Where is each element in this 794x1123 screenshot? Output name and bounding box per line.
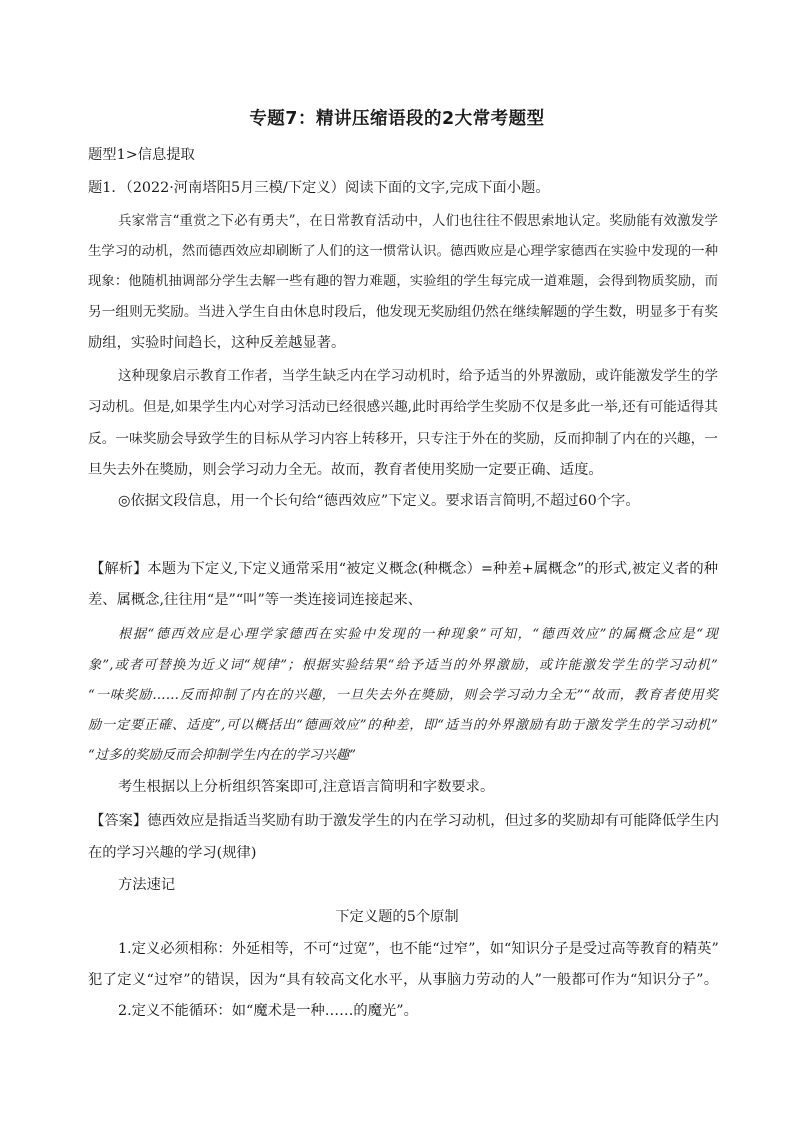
analysis-line: “一味奖励……反而抑制了内在的兴趣，一旦失去外在獎励，则会学习动力全无”“故而，教育者使用奖	[88, 688, 718, 703]
passage-line: 生学习的动机，然而德西效应却刷断了人们的这一惯常认识。德西败应是心理学家德西在实验中发现的一种	[88, 244, 718, 259]
passage-line: 励组，实验时间趋长，这种反差越显著。	[88, 335, 346, 351]
question-header: 题1．（2022·河南塔阳5月三模/下定义）阅读下面的文字,完成下面小题。	[88, 180, 550, 196]
passage-line: 这种现象启示教育工作者，当学生缺乏内在学习动机时，给予适当的外界激励，或许能激发学生的学	[118, 368, 718, 384]
method-label: 方法速记	[118, 877, 176, 893]
page-title: 专题7：精讲压缩语段的2大常考题型	[249, 109, 545, 129]
passage-line: 兵家常言“重赏之下必有勇夫”，在日常教育活动中，人们也往往不假思索地认定。奖励能有效激发学	[118, 213, 718, 229]
analysis-line: 根据“德西效应是心理学家德西在实验中发现的一种现象”可知，“德西效应”的属概念应是“现	[118, 627, 718, 642]
task-instruction: ◎依据文段信息，用一个长句给“德西效应”下定义。要求语言简明,不超过60个字。	[118, 493, 640, 509]
passage-line: 旦失去外在獎励，则会学习动力全无。故而，教育者使用奖励一定要正确、适度。	[88, 462, 603, 478]
analysis-line: 励一定要正確、适度”,可以概括出“德画效应”的种差，即“适当的外界激励有助于激发学生的学习动机”	[88, 718, 718, 733]
analysis-line: 【解析】本题为下定义,下定义通常采用“被定义概念(种概念）=种差+属概念”的形式,被定义者的种	[90, 561, 718, 577]
passage-line: 反。一味奖励会导致学生的目标从学习内容上转移开，只专注于外在的奖励，反而抑制了内在的兴趣，一	[88, 431, 718, 447]
analysis-line: 象”,或者可替换为近义词“规律”；根据实验结果“给予适当的外界激励，或许能激发学生的学习动机”	[88, 658, 718, 673]
rules-title: 下定义题的5个原制	[335, 909, 459, 925]
passage-line: 习动机。但是,如果学生内心对学习活动已经很感兴趣,此时再给学生奖励不仅是多此一举,还有可能适得其	[88, 399, 718, 415]
analysis-line: 考生根据以上分析组织答案即可,注意语言简明和字数要求。	[118, 779, 495, 795]
answer-line: 在的学习兴趣的学习(规律)	[88, 845, 257, 861]
rule-line: 1.定义必须相称：外延相等，不可“过宽”，也不能“过窄”，如“知识分子是受过高等教育的精英”	[118, 941, 719, 957]
section-subheading: 题型1>信息提取	[88, 147, 195, 163]
passage-line: 另一组则无奖励。当进入学生自由休息时段后，他发现无奖励组仍然在继续解题的学生数，明显多于有奖	[88, 304, 718, 320]
rule-line: 2.定义不能循环：如“魔术是一种……的魔光”。	[118, 1003, 418, 1019]
passage-line: 现象：他随机抽调部分学生去解一些有趣的智力难题，实验组的学生每完成一道难题，会得到物质奖励，而	[88, 274, 718, 289]
rule-line: 犯了定义“过窄”的错误，因为“具有较高文化水平，从事脑力劳动的人”一般都可作为“知识分子”。	[88, 972, 718, 988]
analysis-line: “过多的奖励反而会抑制学生内在的学习兴趣”	[88, 748, 357, 763]
analysis-line: 差、属概念,往往用“是”“叫”等一类连接词连接起来、	[88, 592, 423, 608]
answer-line: 【答案】德西效应是指适当奖励有助于激发学生的内在学习动机，但过多的奖励却有可能降低学生内	[90, 813, 720, 829]
